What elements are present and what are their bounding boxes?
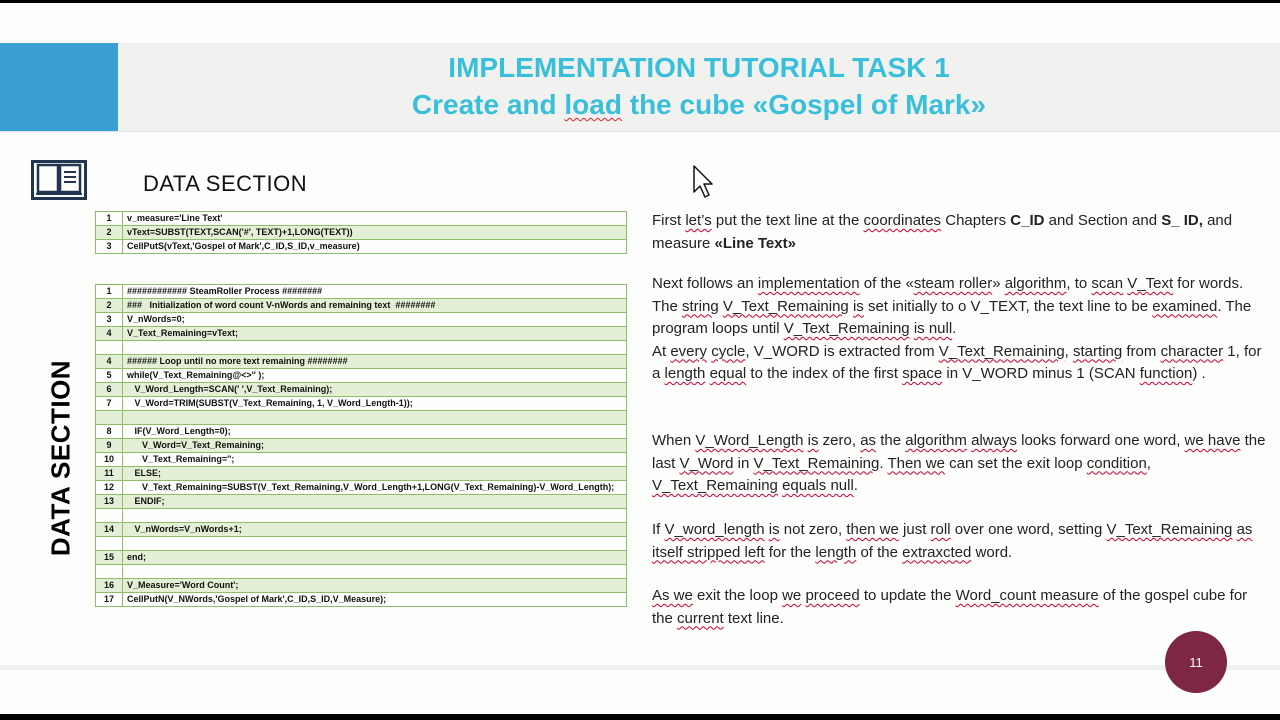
text-segment: . [879, 454, 888, 472]
text-segment: At [652, 342, 671, 360]
flagged-word: V_Text_Remaining [938, 342, 1065, 360]
code-row [96, 285, 627, 299]
flagged-word: V_Word_Length [695, 432, 804, 449]
subtitle-part-underlined: load [564, 89, 622, 120]
code-row [96, 453, 627, 467]
code-line: vText=SUBST(TEXT,SCAN('#', TEXT)+1,LONG(TEXT)) [123, 226, 627, 240]
flagged-word: V_Text_Remaining [1106, 521, 1233, 538]
code-row [96, 313, 627, 327]
code-row [96, 397, 627, 411]
code-line [123, 537, 627, 551]
line-number: 2 [96, 226, 123, 240]
code-line: V_Text_Remaining=''; [123, 453, 627, 467]
line-number: 16 [96, 579, 123, 593]
header-accent-block [0, 43, 118, 131]
text-segment: First [652, 212, 686, 229]
text-segment: the [876, 432, 906, 449]
line-number: 8 [96, 425, 123, 439]
flagged-word: algorithm [1004, 275, 1067, 292]
flagged-word: cycle [711, 342, 746, 360]
subtitle-part: Create and [411, 89, 565, 120]
text-segment: When [652, 432, 696, 449]
text-segment: , V_WORD is extracted from [745, 342, 939, 360]
text-segment: If [652, 521, 665, 538]
flagged-word: always [971, 432, 1017, 449]
code-table-cellputs [95, 211, 627, 254]
text-segment: to the index of the first [746, 365, 903, 382]
flagged-word: let’s [685, 212, 712, 229]
code-line: ELSE; [123, 467, 627, 481]
code-line: CellPutN(V_NWords,'Gospel of Mark',C_ID,S_ID,V_Measure); [123, 593, 627, 607]
flagged-word: function [1139, 365, 1193, 382]
flagged-word: then we [846, 521, 899, 538]
code-row [96, 537, 627, 551]
line-number: 9 [96, 439, 123, 453]
text-segment: looks forward one word, [1016, 432, 1185, 449]
flagged-word: Word_count measure [955, 587, 1099, 604]
line-number: 1 [96, 285, 123, 299]
text-segment: for the [764, 543, 816, 561]
line-number [96, 341, 123, 355]
slide-subtitle [118, 89, 1280, 121]
flagged-word: is [852, 297, 864, 315]
flagged-word: length [664, 365, 706, 382]
flagged-word: V_Text_Remaining [722, 297, 849, 315]
paragraph-nonzero-length [652, 519, 1272, 564]
line-number: 2 [96, 299, 123, 313]
flagged-word: string [682, 297, 719, 315]
paragraph-coordinates [652, 210, 1272, 255]
text-segment: in [733, 454, 754, 472]
code-line: V_Word=V_Text_Remaining; [123, 439, 627, 453]
code-line: ############ SteamRoller Process ######## [123, 285, 627, 299]
code-row [96, 341, 627, 355]
code-row [96, 467, 627, 481]
flagged-word: length [815, 543, 857, 561]
text-segment: can set the exit loop [944, 454, 1087, 472]
code-line: V_nWords=0; [123, 313, 627, 327]
text-segment: «Line Text» [714, 234, 796, 252]
code-line [123, 341, 627, 355]
line-number: 6 [96, 383, 123, 397]
flagged-word: we have [1184, 432, 1241, 449]
text-segment: for words. The [652, 275, 1244, 315]
text-segment: set initially to o V_TEXT, the text line to be [863, 297, 1153, 315]
code-row [96, 411, 627, 425]
code-line: ### Initialization of word count V-nWords and remaining text ######## [123, 299, 627, 313]
code-row [96, 579, 627, 593]
code-row [96, 593, 627, 607]
code-row [96, 299, 627, 313]
text-segment: exit the loop [692, 587, 783, 604]
text-segment: put the text line at the [711, 212, 864, 229]
flagged-word: space [902, 365, 943, 382]
text-segment: » [992, 275, 1005, 292]
code-row [96, 369, 627, 383]
line-number: 3 [96, 313, 123, 327]
text-segment: in V_WORD minus 1 (SCAN [942, 365, 1140, 382]
code-line: while(V_Text_Remaining@<>'' ); [123, 369, 627, 383]
code-row [96, 212, 627, 226]
flagged-word: is null [913, 320, 953, 337]
line-number: 12 [96, 481, 123, 495]
flagged-word: proceed [805, 587, 860, 604]
flagged-word: V_Word [679, 454, 734, 472]
section-title: DATA SECTION [143, 171, 308, 196]
line-number [96, 537, 123, 551]
line-number: 4 [96, 327, 123, 341]
line-number: 3 [96, 240, 123, 254]
header-bar [0, 43, 1280, 132]
flagged-word: roll [930, 521, 951, 538]
line-number: 17 [96, 593, 123, 607]
subtitle-part: the cube «Gospel of Mark» [621, 89, 987, 120]
code-line [123, 509, 627, 523]
code-line [123, 411, 627, 425]
text-segment: zero, [818, 432, 861, 449]
flagged-word: As we [652, 587, 693, 604]
flagged-word: steam roller [913, 275, 993, 292]
flagged-word: algorithm [905, 432, 967, 449]
text-segment: the last [652, 432, 1266, 472]
code-row [96, 240, 627, 254]
slide-title: IMPLEMENTATION TUTORIAL TASK 1 [448, 52, 950, 83]
code-row [96, 495, 627, 509]
flagged-word: V_word_length [664, 521, 765, 538]
code-row [96, 551, 627, 565]
line-number [96, 411, 123, 425]
text-segment: C_ID [1010, 212, 1045, 229]
code-line: V_Measure='Word Count'; [123, 579, 627, 593]
text-segment: . The program loops until [652, 297, 1252, 337]
footer-divider [0, 665, 1280, 670]
flagged-word: every [670, 342, 708, 360]
line-number [96, 509, 123, 523]
code-line: V_nWords=V_nWords+1; [123, 523, 627, 537]
text-segment: Next follows an [652, 275, 758, 292]
line-number: 5 [96, 369, 123, 383]
code-line: V_Text_Remaining=vText; [123, 327, 627, 341]
flagged-word: implementation [757, 275, 860, 292]
text-segment: of the « [859, 275, 914, 292]
flagged-word: V_Text_Remaining [783, 320, 910, 337]
book-icon [31, 160, 87, 200]
line-number: 1 [96, 212, 123, 226]
text-segment: word. [971, 543, 1013, 561]
flagged-word: V_Text_Remaining [753, 454, 880, 472]
line-number: 15 [96, 551, 123, 565]
text-segment: over one word, setting [950, 521, 1107, 538]
line-number [96, 565, 123, 579]
text-segment: . [853, 477, 858, 494]
flagged-word: starting [1073, 342, 1123, 360]
text-segment: not zero, [779, 521, 847, 538]
paragraph-exit-loop [652, 585, 1272, 630]
paragraph-zero-length [652, 430, 1272, 498]
flagged-word: extraxcted [902, 543, 972, 561]
flagged-word: current [677, 609, 724, 627]
line-number: 14 [96, 523, 123, 537]
code-row [96, 509, 627, 523]
flagged-word: V_Text_Remaining [652, 477, 778, 494]
text-segment: , to [1066, 275, 1092, 292]
code-line: V_Word=TRIM(SUBST(V_Text_Remaining, 1, V_Word_Length-1)); [123, 397, 627, 411]
code-line: IF(V_Word_Length=0); [123, 425, 627, 439]
code-line: ENDIF; [123, 495, 627, 509]
code-line: V_Word_Length=SCAN(' ',V_Text_Remaining); [123, 383, 627, 397]
code-table-steamroller [95, 284, 627, 607]
flagged-word: we [782, 587, 802, 604]
flagged-word: scan [1091, 275, 1124, 292]
page-number-badge: 11 [1165, 631, 1227, 693]
flagged-word: equal [709, 365, 747, 382]
code-line: v_measure='Line Text' [123, 212, 627, 226]
flagged-word: as [860, 432, 877, 449]
text-segment: . [952, 320, 957, 337]
flagged-word: is [768, 521, 780, 538]
text-segment: text line. [723, 609, 784, 627]
text-segment: of the gospel cube for the [652, 587, 1248, 627]
code-line: V_Text_Remaining=SUBST(V_Text_Remaining,V_Word_Length+1,LONG(V_Text_Remaining)-V_Word_Length); [123, 481, 627, 495]
text-segment: and measure [652, 212, 1233, 252]
flagged-word: coordinates [863, 212, 942, 229]
mouse-cursor-icon [692, 164, 718, 200]
text-segment: of the [856, 543, 903, 561]
line-number: 13 [96, 495, 123, 509]
flagged-word: Then we [887, 454, 945, 472]
text-segment: from [1122, 342, 1161, 360]
flagged-word: V_Text [1127, 275, 1174, 292]
text-segment: to update the [859, 587, 956, 604]
flagged-word: condition [1086, 454, 1147, 472]
code-row [96, 327, 627, 341]
code-row [96, 383, 627, 397]
vertical-section-label: DATA SECTION [45, 359, 76, 557]
flagged-word: equals null [782, 477, 854, 494]
flagged-word: is [807, 432, 819, 449]
text-segment: and Section and [1044, 212, 1162, 229]
code-line: end; [123, 551, 627, 565]
code-row [96, 425, 627, 439]
paragraph-steam-roller [652, 273, 1272, 386]
text-segment: , [1146, 454, 1151, 472]
text-segment: Chapters [941, 212, 1011, 229]
slide [0, 3, 1280, 714]
line-number: 11 [96, 467, 123, 481]
line-number: 4 [96, 355, 123, 369]
line-number: 10 [96, 453, 123, 467]
text-segment: S_ ID, [1161, 212, 1203, 229]
code-line: CellPutS(vText,'Gospel of Mark',C_ID,S_ID,v_measure) [123, 240, 627, 254]
code-row [96, 226, 627, 240]
flagged-word: character [1160, 342, 1224, 360]
line-number: 7 [96, 397, 123, 411]
text-segment: 1, for a [652, 342, 1262, 382]
code-line: ###### Loop until no more text remaining ######## [123, 355, 627, 369]
code-row [96, 481, 627, 495]
flagged-word: examined [1152, 297, 1218, 315]
code-row [96, 523, 627, 537]
text-segment: ) . [1192, 365, 1206, 382]
code-row [96, 565, 627, 579]
text-segment: , [1064, 342, 1074, 360]
code-row [96, 439, 627, 453]
flagged-word: as itself stripped left [652, 521, 1253, 561]
text-segment: just [898, 521, 931, 538]
code-row [96, 355, 627, 369]
code-line [123, 565, 627, 579]
